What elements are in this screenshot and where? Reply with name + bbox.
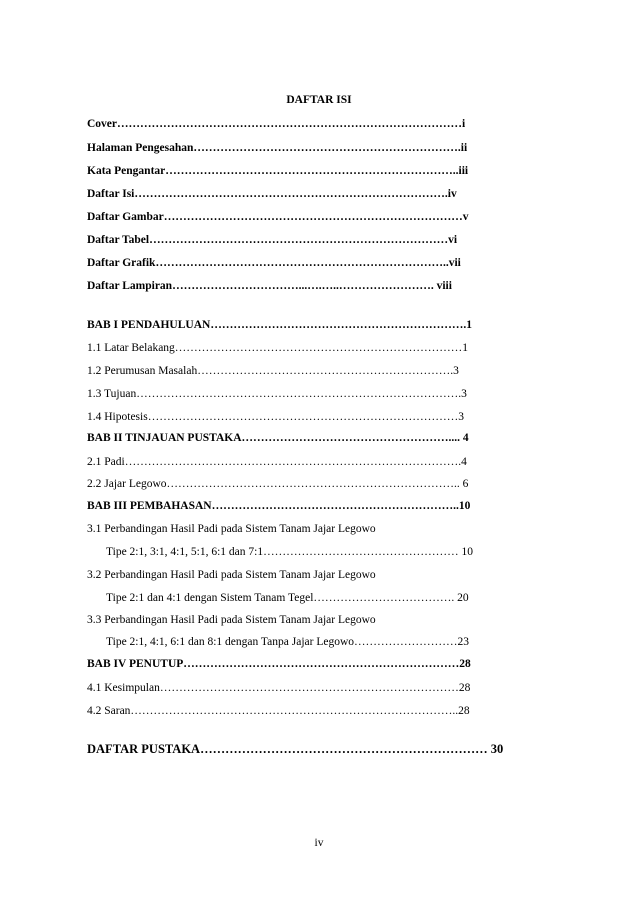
toc-entry-1-4: 1.4 Hipotesis………………………………………………………………………3 — [87, 411, 464, 423]
toc-entry-daftar-grafik: Daftar Grafik…………………………………………………………………..vii — [87, 257, 461, 269]
toc-entry-2-1: 2.1 Padi…………………………………………………………………………….4 — [87, 456, 467, 468]
toc-entry-daftar-pustaka: DAFTAR PUSTAKA…………………………………………………………… 30 — [87, 742, 504, 756]
toc-entry-4-2: 4.2 Saran…………………………………………………………………………..28 — [87, 705, 470, 717]
toc-entry-bab-3: BAB III PEMBAHASAN………………………………………………………..10 — [87, 500, 471, 512]
toc-entry-3-3-cont: Tipe 2:1, 4:1, 6:1 dan 8:1 dengan Tanpa Jajar Legowo………………………23 — [106, 636, 470, 648]
page-title: DAFTAR ISI — [286, 94, 352, 106]
toc-entry-cover: Cover………………………………………………………………………………i — [87, 118, 466, 130]
toc-entry-kata-pengantar: Kata Pengantar…………………………………………………………………..iii — [87, 165, 469, 177]
toc-entry-3-2-cont: Tipe 2:1 dan 4:1 dengan Sistem Tanam Tegel………………………………. 20 — [106, 592, 469, 604]
toc-entry-1-3: 1.3 Tujuan………………………………………………………………………….3 — [87, 388, 467, 400]
toc-entry-1-1: 1.1 Latar Belakang…………………………………………………………………1 — [87, 342, 469, 354]
toc-entry-daftar-tabel: Daftar Tabel……………………………………………………………………vi — [87, 234, 458, 246]
toc-entry-daftar-isi: Daftar Isi……………………………………………………………………….iv — [87, 188, 457, 200]
toc-entry-3-3: 3.3 Perbandingan Hasil Padi pada Sistem Tanam Jajar Legowo — [87, 614, 376, 626]
toc-entry-3-2: 3.2 Perbandingan Hasil Padi pada Sistem Tanam Jajar Legowo — [87, 569, 376, 581]
toc-entry-3-1: 3.1 Perbandingan Hasil Padi pada Sistem Tanam Jajar Legowo — [87, 523, 376, 535]
toc-entry-4-1: 4.1 Kesimpulan……………………………………………………………………28 — [87, 682, 471, 694]
toc-entry-bab-1: BAB I PENDAHULUAN………………………………………………………….1 — [87, 319, 472, 331]
toc-entry-bab-2: BAB II TINJAUAN PUSTAKA……………………………………………….... 4 — [87, 432, 469, 444]
toc-entry-3-1-cont: Tipe 2:1, 3:1, 4:1, 5:1, 6:1 dan 7:1…………………………………………… 10 — [106, 546, 473, 558]
toc-entry-bab-4: BAB IV PENUTUP………………………………………………………………28 — [87, 658, 471, 670]
page-number: iv — [314, 837, 324, 849]
toc-entry-daftar-lampiran: Daftar Lampiran……………………………...….…..……………………. viii — [87, 280, 452, 292]
toc-entry-1-2: 1.2 Perumusan Masalah………………………………………………………….3 — [87, 365, 459, 377]
toc-entry-2-2: 2.2 Jajar Legowo………………………………………………………………….. 6 — [87, 478, 469, 490]
toc-entry-daftar-gambar: Daftar Gambar……………………………………………………………………v — [87, 211, 469, 223]
toc-entry-halaman-pengesahan: Halaman Pengesahan…………………………………………………………….ii — [87, 142, 468, 154]
